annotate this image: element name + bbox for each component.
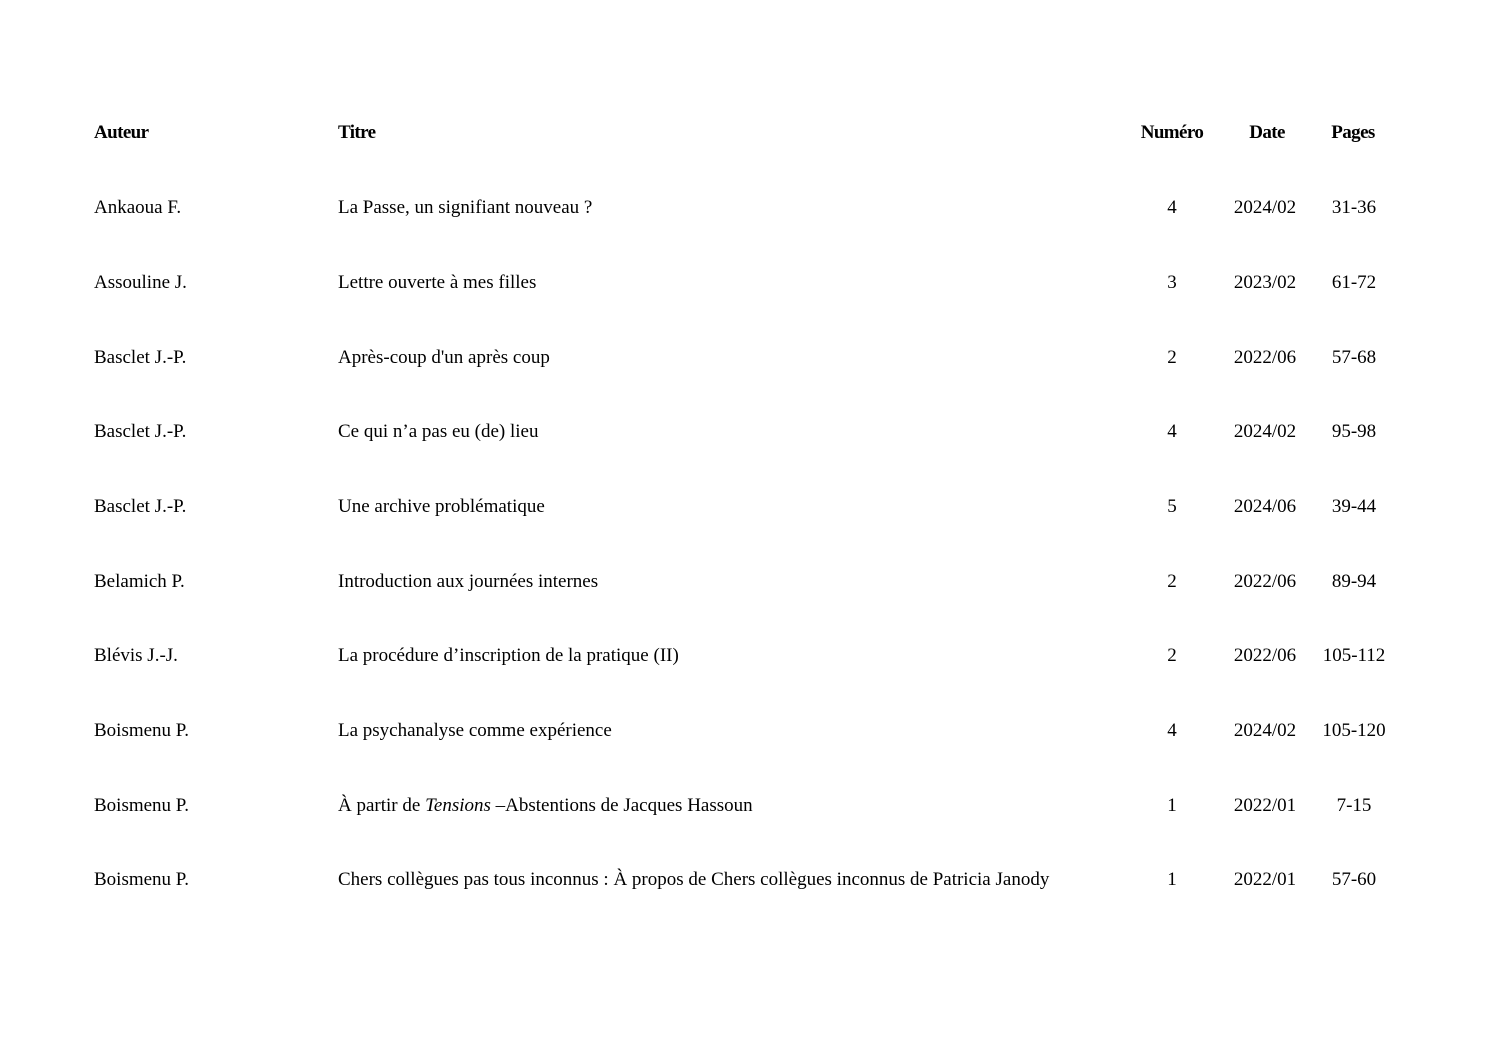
number-cell: 2 xyxy=(1167,347,1177,368)
table-row xyxy=(0,711,1497,751)
table-row xyxy=(0,188,1497,228)
pages-cell: 105-120 xyxy=(1322,720,1386,741)
date-cell: 2022/06 xyxy=(1233,347,1297,368)
pages-cell: 7-15 xyxy=(1336,795,1372,816)
table-row xyxy=(0,487,1497,527)
number-cell: 2 xyxy=(1167,645,1177,666)
title-cell: La procédure d’inscription de la pratique (II) xyxy=(338,645,679,666)
column-header-pages: Pages xyxy=(1331,122,1375,143)
table-row xyxy=(0,412,1497,452)
author-cell: Blévis J.-J. xyxy=(94,645,178,666)
title-cell: Après-coup d'un après coup xyxy=(338,347,550,368)
title-cell: La Passe, un signifiant nouveau ? xyxy=(338,197,593,218)
author-cell: Ankaoua F. xyxy=(94,197,182,218)
author-cell: Boismenu P. xyxy=(94,720,190,741)
table-header-row xyxy=(0,113,1497,153)
number-cell: 2 xyxy=(1167,571,1177,592)
number-cell: 1 xyxy=(1167,795,1177,816)
date-cell: 2022/01 xyxy=(1233,795,1297,816)
table-row xyxy=(0,338,1497,378)
author-cell: Belamich P. xyxy=(94,571,185,592)
date-cell: 2023/02 xyxy=(1233,272,1297,293)
column-header-date: Date xyxy=(1249,122,1285,143)
title-cell xyxy=(338,786,753,826)
author-cell: Boismenu P. xyxy=(94,869,190,890)
title-text-italic: Tensions xyxy=(425,795,491,816)
date-cell: 2022/01 xyxy=(1233,869,1297,890)
title-cell: Une archive problématique xyxy=(338,496,545,517)
number-cell: 4 xyxy=(1167,197,1177,218)
pages-cell: 95-98 xyxy=(1331,421,1377,442)
date-cell: 2022/06 xyxy=(1233,571,1297,592)
pages-cell: 31-36 xyxy=(1331,197,1377,218)
author-cell: Boismenu P. xyxy=(94,795,190,816)
column-header-title: Titre xyxy=(338,122,376,143)
title-text-before: À partir de xyxy=(338,795,426,816)
title-cell: Ce qui n’a pas eu (de) lieu xyxy=(338,421,539,442)
table-row xyxy=(0,786,1497,826)
date-cell: 2024/06 xyxy=(1233,496,1297,517)
table-row xyxy=(0,636,1497,676)
pages-cell: 39-44 xyxy=(1331,496,1377,517)
number-cell: 5 xyxy=(1167,496,1177,517)
title-cell: La psychanalyse comme expérience xyxy=(338,720,612,741)
date-cell: 2024/02 xyxy=(1233,197,1297,218)
number-cell: 1 xyxy=(1167,869,1177,890)
number-cell: 3 xyxy=(1167,272,1177,293)
author-cell: Basclet J.-P. xyxy=(94,496,187,517)
title-cell: Lettre ouverte à mes filles xyxy=(338,272,537,293)
pages-cell: 57-68 xyxy=(1331,347,1377,368)
column-header-author: Auteur xyxy=(94,122,149,143)
pages-cell: 105-112 xyxy=(1322,645,1386,666)
number-cell: 4 xyxy=(1167,421,1177,442)
title-cell: Introduction aux journées internes xyxy=(338,571,599,592)
date-cell: 2024/02 xyxy=(1233,421,1297,442)
date-cell: 2024/02 xyxy=(1233,720,1297,741)
table-row xyxy=(0,860,1497,900)
number-cell: 4 xyxy=(1167,720,1177,741)
title-text-after: –Abstentions de Jacques Hassoun xyxy=(490,795,753,816)
table-row xyxy=(0,562,1497,602)
title-cell: Chers collègues pas tous inconnus : À propos de Chers collègues inconnus de Patricia Janody xyxy=(338,869,1050,890)
pages-cell: 57-60 xyxy=(1331,869,1377,890)
pages-cell: 61-72 xyxy=(1331,272,1377,293)
table-row xyxy=(0,263,1497,303)
author-cell: Basclet J.-P. xyxy=(94,347,187,368)
column-header-number: Numéro xyxy=(1140,122,1204,143)
date-cell: 2022/06 xyxy=(1233,645,1297,666)
author-cell: Assouline J. xyxy=(94,272,187,293)
author-cell: Basclet J.-P. xyxy=(94,421,187,442)
pages-cell: 89-94 xyxy=(1331,571,1377,592)
